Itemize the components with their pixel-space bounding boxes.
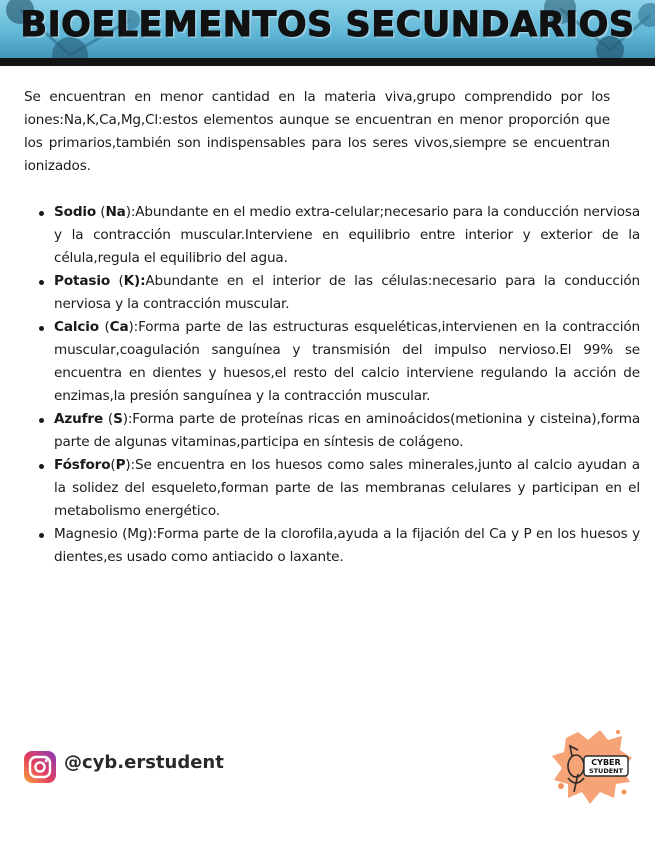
- logo-text-top: CYBER: [591, 758, 621, 767]
- element-description: Abundante en el interior de las células:necesario para la conducción nerviosa y la contracción muscular.: [54, 273, 640, 312]
- element-symbol: S: [113, 411, 123, 427]
- element-description: ):Abundante en el medio extra-celular;necesario para la conducción nerviosa y la contracción muscular.Interviene en equilibrio entre interior y exterior de la célula,regula el equilibrio del agua.: [54, 204, 640, 266]
- header-banner: [0, 0, 655, 62]
- list-item-azufre: Azufre (S):Forma parte de proteínas ricas en aminoácidos(metionina y cisteina),forma parte de algunas vitaminas,participa en síntesis de colágeno.: [54, 408, 640, 454]
- element-description: ):Se encuentra en los huesos como sales minerales,junto al calcio ayudan a la solidez del esqueleto,forman parte de las membranas celulares y participan en el metabolismo energético.: [54, 457, 640, 519]
- element-name: Azufre: [54, 411, 104, 427]
- cyber-student-logo: [548, 726, 634, 806]
- page-title: BIOELEMENTOS SECUNDARIOS: [20, 5, 635, 45]
- element-symbol: K):: [123, 273, 146, 289]
- element-symbol: Ca: [109, 319, 129, 335]
- element-name: Sodio: [54, 204, 97, 220]
- logo-text-bottom: STUDENT: [588, 767, 624, 775]
- intro-paragraph: Se encuentran en menor cantidad en la materia viva,grupo comprendido por los iones:Na,K,Ca,Mg,Cl:estos elementos aunque se encuentran en menor proporción que los primarios,también son indispensables para los seres vivos,siempre se encuentran ionizados.: [24, 89, 610, 174]
- header-divider: [0, 58, 655, 66]
- social-handle[interactable]: @cyb.erstudent: [64, 752, 224, 773]
- element-name: Fósforo: [54, 457, 111, 473]
- element-description: ):Forma parte de proteínas ricas en aminoácidos(metionina y cisteina),forma parte de algunas vitaminas,participa en síntesis de colágeno.: [54, 411, 640, 450]
- list-item-fosforo: Fósforo(P):Se encuentra en los huesos como sales minerales,junto al calcio ayudan a la solidez del esqueleto,forman parte de las membranas celulares y participan en el metabolismo energético.: [54, 454, 640, 523]
- element-name: Potasio: [54, 273, 111, 289]
- list-item-sodio: Sodio (Na):Abundante en el medio extra-celular;necesario para la conducción nerviosa y la contracción muscular.Interviene en equilibrio entre interior y exterior de la célula,regula el equilibrio del agua.: [54, 201, 640, 270]
- element-name: Calcio: [54, 319, 99, 335]
- element-symbol: P: [115, 457, 126, 473]
- element-description: ):Forma parte de las estructuras esqueléticas,intervienen en la contracción muscular,coagulación sanguínea y transmisión del impulso nervioso.El 99% se encuentra en dientes y huesos,el resto del calcio interviene regulando la acción de enzimas,la presión sanguínea y la contracción muscular.: [54, 319, 640, 404]
- list-item-magnesio: [54, 523, 640, 569]
- element-description: Magnesio (Mg):Forma parte de la clorofila,ayuda a la fijación del Ca y P en los huesos y dientes,es usado como antiacido o laxante.: [54, 526, 640, 565]
- list-item-calcio: Calcio (Ca):Forma parte de las estructuras esqueléticas,intervienen en la contracción muscular,coagulación sanguínea y transmisión del impulso nervioso.El 99% se encuentra en dientes y huesos,el resto del calcio interviene regulando la acción de enzimas,la presión sanguínea y la contracción muscular.: [54, 316, 640, 408]
- element-symbol: Na: [105, 204, 126, 220]
- list-item-potasio: Potasio (K):Abundante en el interior de las células:necesario para la conducción nerviosa y la contracción muscular.: [54, 270, 640, 316]
- instagram-icon[interactable]: [24, 751, 56, 783]
- element-list: [24, 201, 640, 569]
